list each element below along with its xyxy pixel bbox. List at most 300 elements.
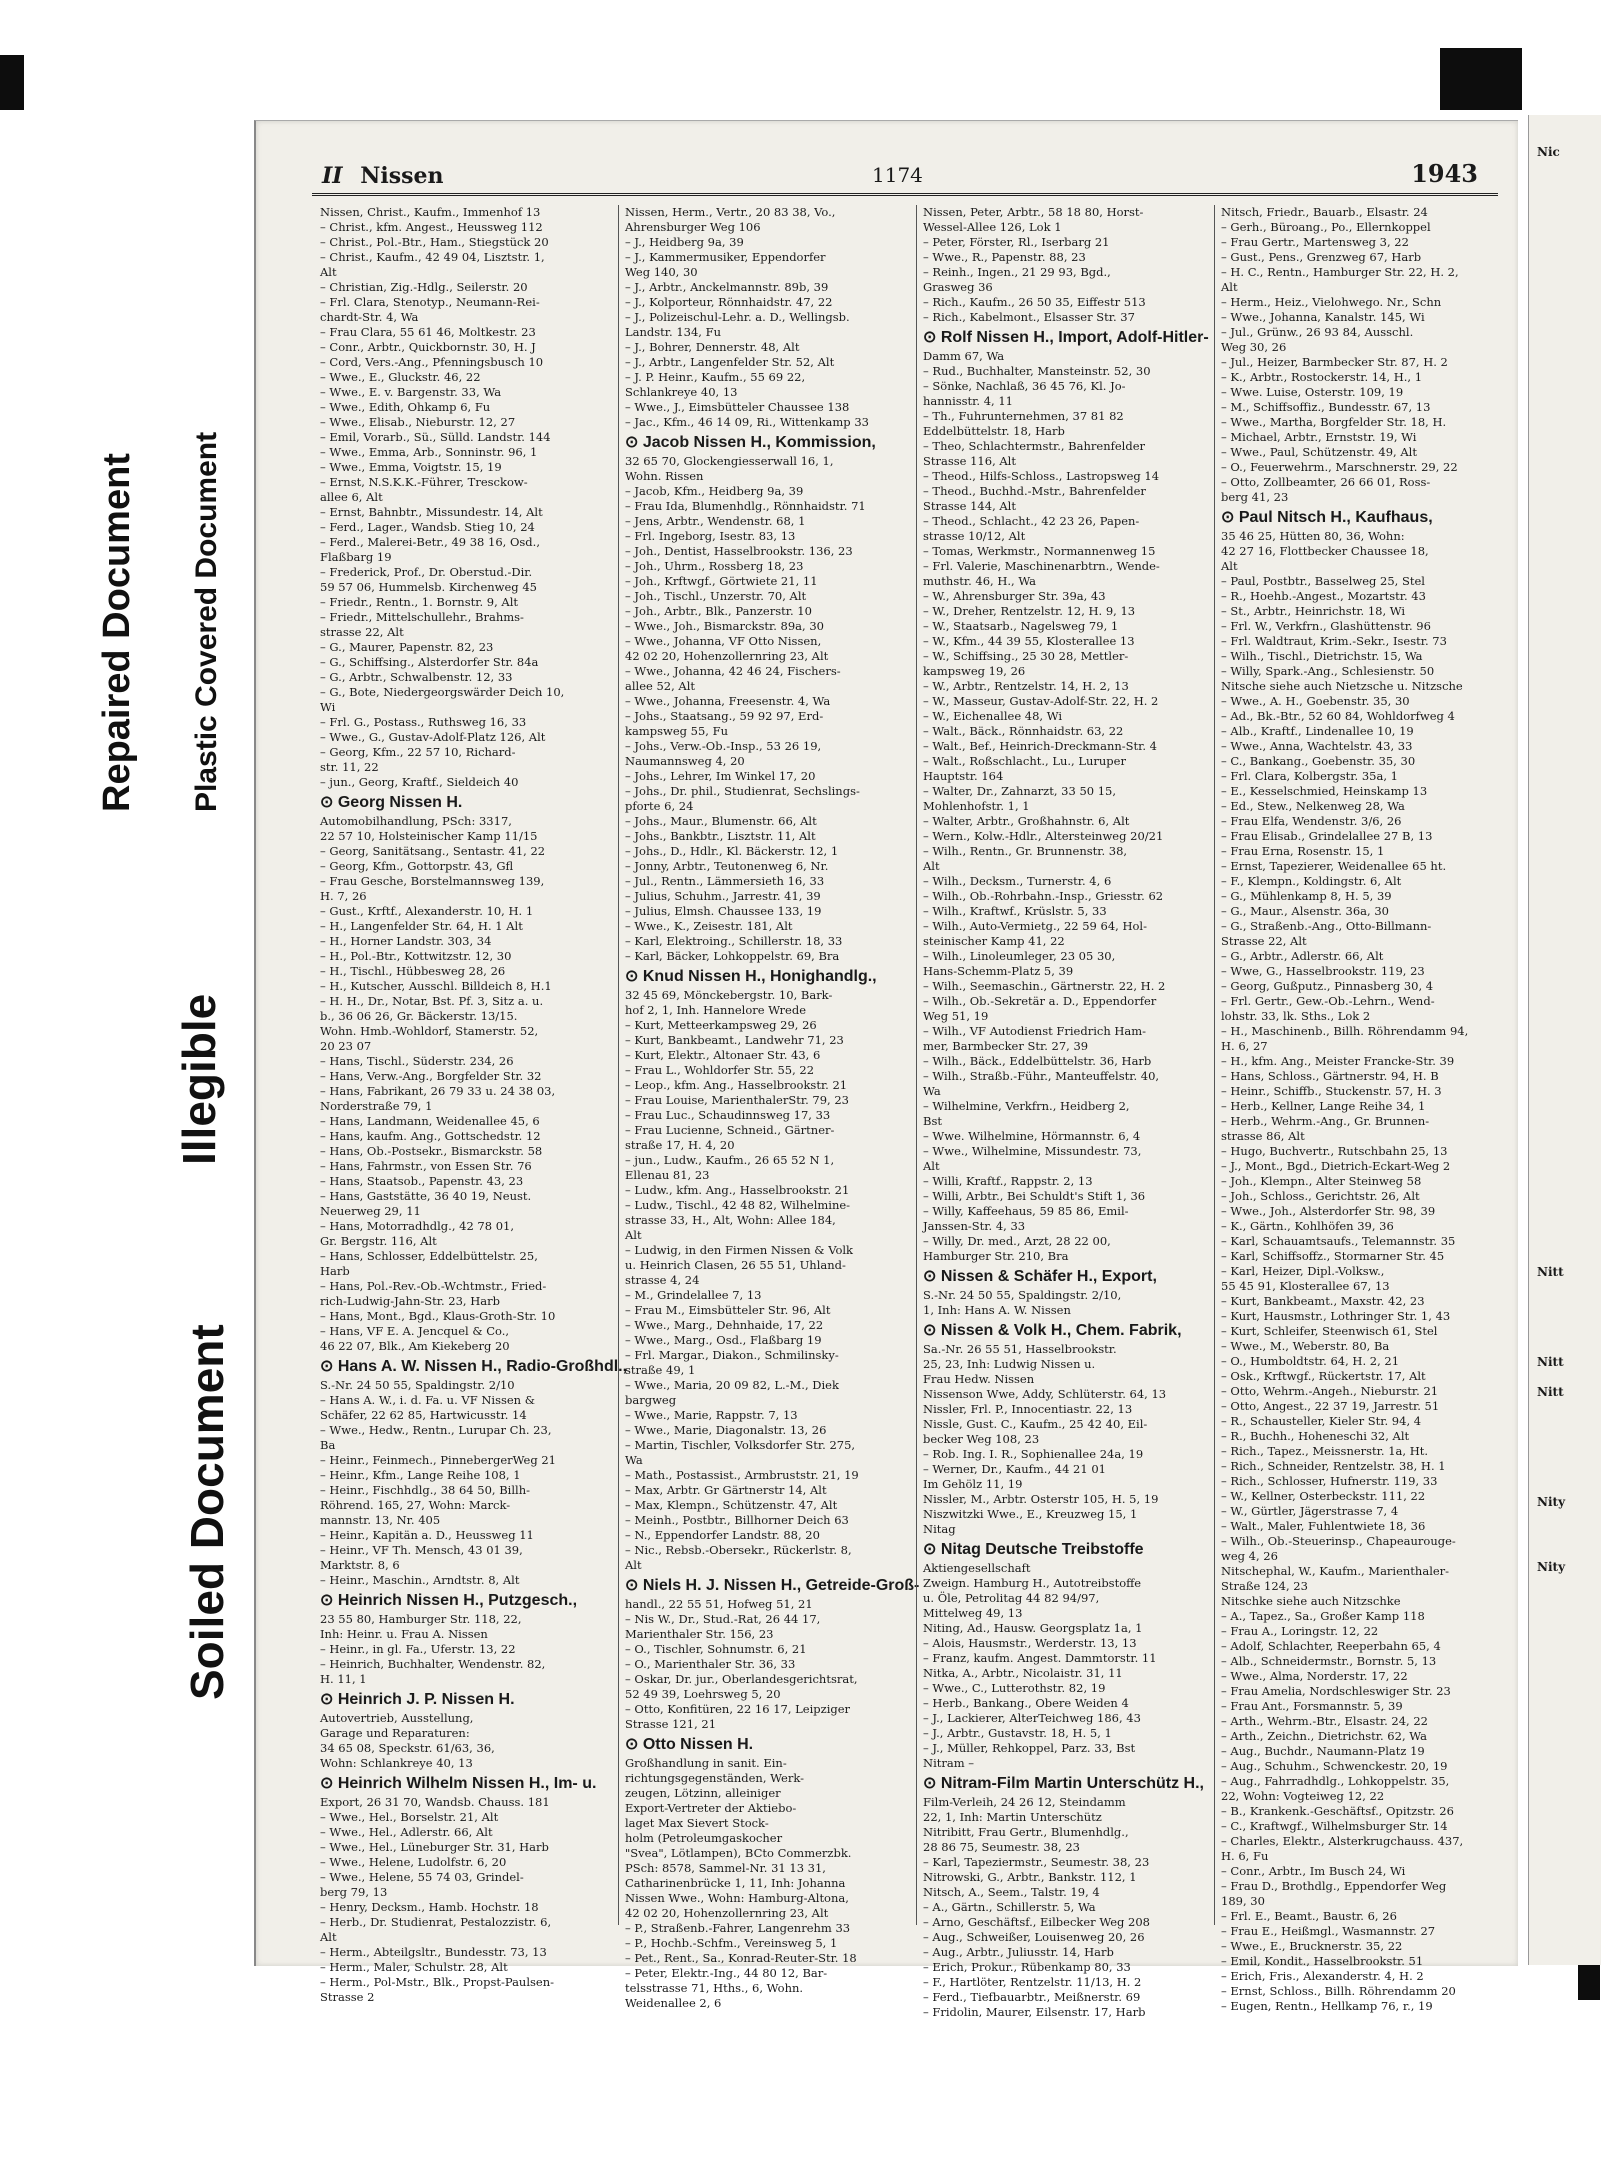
directory-entry: – Wwe. Wilhelmine, Hörmannstr. 6, 4 <box>923 1129 1141 1143</box>
directory-entry: – Hans, Ob.-Postsekr., Bismarckstr. 58 <box>320 1144 543 1158</box>
directory-entry: – Willy, Kaffeehaus, 59 85 86, Emil- <box>923 1204 1129 1218</box>
directory-entry: Nitram – <box>923 1756 975 1770</box>
directory-entry: – Ernst, Tapezierer, Weidenallee 65 ht. <box>1221 859 1447 873</box>
directory-entry: Gr. Bergstr. 116, Alt <box>320 1234 437 1248</box>
directory-entry: Garage und Reparaturen: <box>320 1726 470 1740</box>
directory-entry: – jun., Ludw., Kaufm., 26 65 52 N 1, <box>625 1153 835 1167</box>
corner-mark-bottom-right <box>1578 1960 1600 2000</box>
directory-entry: – Wwe., Johanna, 42 46 24, Fischers- <box>625 664 841 678</box>
directory-entry: – H. C., Rentn., Hamburger Str. 22, H. 2, <box>1221 265 1459 279</box>
directory-entry: – Wwe., E. v. Bargenstr. 33, Wa <box>320 385 502 399</box>
directory-entry: ⊙ Heinrich Wilhelm Nissen H., Im- u. <box>320 1775 597 1792</box>
directory-entry: bargweg <box>625 1393 677 1407</box>
directory-entry: – Arth., Zeichn., Dietrichstr. 62, Wa <box>1221 1729 1427 1743</box>
directory-columns <box>320 205 1500 2019</box>
directory-entry: muthstr. 46, H., Wa <box>923 574 1037 588</box>
directory-entry: straße 49, 1 <box>625 1363 696 1377</box>
directory-entry: Sa.-Nr. 26 55 51, Hasselbrookstr. <box>923 1342 1117 1356</box>
directory-entry: Neuerweg 29, 11 <box>320 1204 421 1218</box>
directory-entry: – Wwe. Luise, Osterstr. 109, 19 <box>1221 385 1404 399</box>
directory-entry: ⊙ Nitram-Film Martin Unterschütz H., <box>923 1775 1204 1792</box>
directory-entry: – Max, Klempn., Schützenstr. 47, Alt <box>625 1498 838 1512</box>
directory-entry: Nissen, Peter, Arbtr., 58 18 80, Horst- <box>923 205 1144 219</box>
directory-entry: – Erich, Fris., Alexanderstr. 4, H. 2 <box>1221 1969 1424 1983</box>
directory-entry: Frau Hedw. Nissen <box>923 1372 1035 1386</box>
directory-entry: – St., Arbtr., Heinrichstr. 18, Wi <box>1221 604 1406 618</box>
directory-entry: Wohn: Schlankreye 40, 13 <box>320 1756 473 1770</box>
directory-entry: handl., 22 55 51, Hofweg 51, 21 <box>625 1597 813 1611</box>
directory-entry: – Johs., Dr. phil., Studienrat, Sechslings- <box>625 784 860 798</box>
directory-entry: – G., Arbtr., Adlerstr. 66, Alt <box>1221 949 1384 963</box>
next-page-entry: Nity <box>1537 1495 1566 1509</box>
directory-entry: – Peter, Förster, Rl., Iserbarg 21 <box>923 235 1110 249</box>
directory-entry: – Th., Fuhrunternehmen, 37 81 82 <box>923 409 1124 423</box>
directory-entry: – J., Kammermusiker, Eppendorfer <box>625 250 826 264</box>
directory-entry: – Frl. Clara, Stenotyp., Neumann-Rei- <box>320 295 540 309</box>
directory-entry: – Heinr., Kfm., Lange Reihe 108, 1 <box>320 1468 521 1482</box>
directory-entry: – Hans, Motorradhdlg., 42 78 01, <box>320 1219 515 1233</box>
directory-entry: – H., Langenfelder Str. 64, H. 1 Alt <box>320 919 523 933</box>
directory-entry: ⊙ Knud Nissen H., Honighandlg., <box>625 968 877 985</box>
directory-entry: – Wwe., Alma, Norderstr. 17, 22 <box>1221 1669 1408 1683</box>
directory-entry: – Christ., Pol.-Btr., Ham., Stiegstück 20 <box>320 235 549 249</box>
directory-entry: 189, 30 <box>1221 1894 1265 1908</box>
directory-entry: Marienthaler Str. 156, 23 <box>625 1627 774 1641</box>
directory-entry: – Frl. Clara, Kolbergstr. 35a, 1 <box>1221 769 1398 783</box>
directory-entry: Catharinenbrücke 1, 11, Inh: Johanna <box>625 1876 846 1890</box>
directory-entry: 23 55 80, Hamburger Str. 118, 22, <box>320 1612 522 1626</box>
directory-entry: – Kurt, Schleifer, Steenwisch 61, Stel <box>1221 1324 1438 1338</box>
directory-entry: – Johs., Staatsang., 59 92 97, Erd- <box>625 709 824 723</box>
directory-entry: – Hans, VF E. A. Jencquel & Co., <box>320 1324 510 1338</box>
directory-entry: Weg 51, 19 <box>923 1009 989 1023</box>
directory-entry: strasse 22, Alt <box>320 625 404 639</box>
directory-entry: – J., Mont., Bgd., Dietrich-Eckart-Weg 2 <box>1221 1159 1451 1173</box>
directory-entry: – O., Marienthaler Str. 36, 33 <box>625 1657 796 1671</box>
directory-entry: – Erich, Prokur., Rübenkamp 80, 33 <box>923 1960 1131 1974</box>
directory-entry: – Oskar, Dr. jur., Oberlandesgerichtsrat, <box>625 1672 858 1686</box>
directory-entry: laget Max Sievert Stock- <box>625 1816 769 1830</box>
directory-entry: Wa <box>625 1453 643 1467</box>
directory-entry: – Wilh., Bäck., Eddelbüttelstr. 36, Harb <box>923 1054 1152 1068</box>
directory-entry: – Theod., Schlacht., 42 23 26, Papen- <box>923 514 1140 528</box>
directory-entry: Wessel-Allee 126, Lok 1 <box>923 220 1062 234</box>
directory-entry: – Hans, Tischl., Süderstr. 234, 26 <box>320 1054 514 1068</box>
directory-entry: – Werner, Dr., Kaufm., 44 21 01 <box>923 1462 1106 1476</box>
directory-entry: ⊙ Heinrich J. P. Nissen H. <box>320 1691 515 1708</box>
directory-entry: hannisstr. 4, 11 <box>923 394 1013 408</box>
directory-entry: holm (Petroleumgaskocher <box>625 1831 783 1845</box>
directory-entry: – Karl, Bäcker, Lohkoppelstr. 69, Bra <box>625 949 840 963</box>
directory-entry: – Cord, Vers.-Ang., Pfenningsbusch 10 <box>320 355 544 369</box>
directory-entry: – Eugen, Rentn., Hellkamp 76, r., 19 <box>1221 1999 1433 2013</box>
directory-entry: – Gust., Pens., Grenzweg 67, Harb <box>1221 250 1422 264</box>
directory-entry: – J., Polizeischul-Lehr. a. D., Wellingsb. <box>625 310 850 324</box>
directory-entry: – Frau Louise, MarienthalerStr. 79, 23 <box>625 1093 849 1107</box>
directory-entry: Export, 26 31 70, Wandsb. Chauss. 181 <box>320 1795 550 1809</box>
directory-entry: Hans-Schemm-Platz 5, 39 <box>923 964 1074 978</box>
directory-entry: – Hans, Fabrikant, 26 79 33 u. 24 38 03, <box>320 1084 556 1098</box>
corner-mark-top-left <box>0 55 24 110</box>
directory-entry: – Willi, Kraftf., Rappstr. 2, 13 <box>923 1174 1093 1188</box>
directory-entry: Wohn. Hmb.-Wohldorf, Stamerstr. 52, <box>320 1024 539 1038</box>
directory-entry: – W., Eichenallee 48, Wi <box>923 709 1063 723</box>
directory-entry: – Johs., Bankbtr., Lisztstr. 11, Alt <box>625 829 816 843</box>
directory-entry: Nitrowski, G., Arbtr., Bankstr. 112, 1 <box>923 1870 1137 1884</box>
directory-entry: – Frl. Margar., Diakon., Schmilinsky- <box>625 1348 839 1362</box>
directory-entry: Nitschke siehe auch Nitzschke <box>1221 1594 1401 1608</box>
directory-entry: – Wwe, G., Hasselbrookstr. 119, 23 <box>1221 964 1425 978</box>
directory-entry: – Wilh., Rentn., Gr. Brunnenstr. 38, <box>923 844 1128 858</box>
directory-entry: Mittelweg 49, 13 <box>923 1606 1023 1620</box>
directory-entry: – Theo, Schlachtermstr., Bahrenfelder <box>923 439 1146 453</box>
directory-entry: Nitribitt, Frau Gertr., Blumenhdlg., <box>923 1825 1129 1839</box>
directory-entry: 59 57 06, Hummelsb. Kirchenweg 45 <box>320 580 537 594</box>
directory-entry: – H., Tischl., Hübbesweg 28, 26 <box>320 964 506 978</box>
directory-entry: Wohn. Rissen <box>625 469 704 483</box>
directory-entry: – W., Staatsarb., Nagelsweg 79, 1 <box>923 619 1119 633</box>
directory-entry: 46 22 07, Blk., Am Kiekeberg 20 <box>320 1339 510 1353</box>
directory-entry: b., 36 06 26, Gr. Bäckerstr. 13/15. <box>320 1009 518 1023</box>
directory-entry: – Frau Ant., Forsmannstr. 5, 39 <box>1221 1699 1403 1713</box>
directory-entry: – Wilh., Linoleumleger, 23 05 30, <box>923 949 1116 963</box>
directory-entry: – Wwe., C., Lutterothstr. 82, 19 <box>923 1681 1106 1695</box>
directory-entry: Weg 140, 30 <box>625 265 698 279</box>
directory-entry: – E., Kesselschmied, Heinskamp 13 <box>1221 784 1428 798</box>
directory-entry: – Henry, Decksm., Hamb. Hochstr. 18 <box>320 1900 539 1914</box>
directory-entry: – Herb., Dr. Studienrat, Pestalozzistr. 6, <box>320 1915 552 1929</box>
directory-entry: 1, Inh: Hans A. W. Nissen <box>923 1303 1071 1317</box>
directory-entry: – G., Straßenb.-Ang., Otto-Billmann- <box>1221 919 1432 933</box>
directory-entry: – Wwe., G., Gustav-Adolf-Platz 126, Alt <box>320 730 546 744</box>
directory-entry: – Georg, Sanitätsang., Sentastr. 41, 22 <box>320 844 546 858</box>
directory-entry: – Joh., Arbtr., Blk., Panzerstr. 10 <box>625 604 812 618</box>
directory-entry: lohstr. 33, lk. Sths., Lok 2 <box>1221 1009 1371 1023</box>
directory-entry: Janssen-Str. 4, 33 <box>923 1219 1026 1233</box>
directory-entry: becker Weg 108, 23 <box>923 1432 1040 1446</box>
directory-entry: – Aug., Arbtr., Juliusstr. 14, Harb <box>923 1945 1114 1959</box>
directory-entry: Weg 30, 26 <box>1221 340 1287 354</box>
directory-entry: – Wwe., Wilhelmine, Missundestr. 73, <box>923 1144 1142 1158</box>
directory-entry: berg 79, 13 <box>320 1885 388 1899</box>
directory-entry: Alt <box>320 1930 337 1944</box>
directory-entry: Niszwitzki Wwe., E., Kreuzweg 15, 1 <box>923 1507 1138 1521</box>
directory-entry: – K., Arbtr., Rostockerstr. 14, H., 1 <box>1221 370 1423 384</box>
directory-entry: allee 52, Alt <box>625 679 696 693</box>
directory-entry: mannstr. 13, Nr. 405 <box>320 1513 441 1527</box>
directory-entry: 32 65 70, Glockengiesserwall 16, 1, <box>625 454 834 468</box>
directory-entry: ⊙ Rolf Nissen H., Import, Adolf-Hitler- <box>923 329 1209 346</box>
directory-entry: – Emil, Vorarb., Sü., Sülld. Landstr. 144 <box>320 430 551 444</box>
directory-entry: Schlankreye 40, 13 <box>625 385 738 399</box>
directory-entry: – Wwe., E., Gluckstr. 46, 22 <box>320 370 481 384</box>
column-2 <box>618 205 920 2010</box>
directory-entry: 20 23 07 <box>320 1039 372 1053</box>
directory-entry: Wi <box>320 700 336 714</box>
directory-entry: – J., Arbtr., Gustavstr. 18, H. 5, 1 <box>923 1726 1112 1740</box>
directory-entry: – Karl, Tapeziermstr., Seumestr. 38, 23 <box>923 1855 1150 1869</box>
directory-entry: – O., Feuerwehrm., Marschnerstr. 29, 22 <box>1221 460 1458 474</box>
directory-entry: – Frau L., Wohldorfer Str. 55, 22 <box>625 1063 815 1077</box>
directory-entry: – Aug., Buchdr., Naumann-Platz 19 <box>1221 1744 1425 1758</box>
directory-entry: Straße 124, 23 <box>1221 1579 1308 1593</box>
directory-entry: – Theod., Buchhd.-Mstr., Bahrenfelder <box>923 484 1146 498</box>
directory-entry: – Meinh., Postbtr., Billhorner Deich 63 <box>625 1513 849 1527</box>
directory-entry: ⊙ Nissen & Schäfer H., Export, <box>923 1268 1157 1285</box>
directory-year: 1943 <box>1411 159 1478 188</box>
directory-entry: Hauptstr. 164 <box>923 769 1004 783</box>
page-header <box>312 159 1498 196</box>
directory-entry: – Heinr., Feinmech., PinnebergerWeg 21 <box>320 1453 556 1467</box>
directory-entry: – Georg, Kfm., 22 57 10, Richard- <box>320 745 516 759</box>
directory-entry: – Georg, Kfm., Gottorpstr. 43, Gfl <box>320 859 514 873</box>
directory-entry: ⊙ Niels H. J. Nissen H., Getreide-Groß- <box>625 1577 920 1594</box>
directory-entry: – Ernst, Bahnbtr., Missundestr. 14, Alt <box>320 505 543 519</box>
directory-entry: – Wilhelmine, Verkfrn., Heidberg 2, <box>923 1099 1130 1113</box>
directory-entry: – W., Masseur, Gustav-Adolf-Str. 22, H. 2 <box>923 694 1159 708</box>
directory-entry: – Frau Erna, Rosenstr. 15, 1 <box>1221 844 1385 858</box>
directory-entry: Nitsch, Friedr., Bauarb., Elsastr. 24 <box>1221 205 1428 219</box>
directory-entry: – Hans A. W., i. d. Fa. u. VF Nissen & <box>320 1393 535 1407</box>
directory-entry: – Wilh., Ob.-Rohrbahn.-Insp., Griesstr. 62 <box>923 889 1164 903</box>
directory-entry: – Wwe., Marie, Diagonalstr. 13, 26 <box>625 1423 827 1437</box>
directory-entry: – H., Kutscher, Ausschl. Billdeich 8, H.1 <box>320 979 552 993</box>
directory-entry: – Walter, Dr., Zahnarzt, 33 50 15, <box>923 784 1117 798</box>
running-head <box>322 163 444 189</box>
directory-entry: – W., Ahrensburger Str. 39a, 43 <box>923 589 1106 603</box>
directory-entry: – Hans, Verw.-Ang., Borgfelder Str. 32 <box>320 1069 542 1083</box>
directory-entry: – Willy, Dr. med., Arzt, 28 22 00, <box>923 1234 1111 1248</box>
directory-entry: – G., Maur., Alsenstr. 36a, 30 <box>1221 904 1389 918</box>
directory-entry: Nissler, M., Arbtr. Osterstr 105, H. 5, 19 <box>923 1492 1159 1506</box>
directory-entry: – Conr., Arbtr., Quickbornstr. 30, H. J <box>320 340 536 354</box>
directory-entry: – Joh., Klempn., Alter Steinweg 58 <box>1221 1174 1422 1188</box>
directory-entry: – J., Kolporteur, Rönnhaidstr. 47, 22 <box>625 295 833 309</box>
directory-entry: – Ernst, N.S.K.K.-Führer, Tresckow- <box>320 475 528 489</box>
directory-entry: – Nis W., Dr., Stud.-Rat, 26 44 17, <box>625 1612 821 1626</box>
directory-entry: – Rob. Ing. I. R., Sophienallee 24a, 19 <box>923 1447 1144 1461</box>
directory-entry: – Frl. Ingeborg, Isestr. 83, 13 <box>625 529 796 543</box>
directory-entry: Strasse 2 <box>320 1990 375 2004</box>
directory-entry: – W., Kfm., 44 39 55, Klosterallee 13 <box>923 634 1135 648</box>
directory-entry: – Heinr., Kapitän a. D., Heussweg 11 <box>320 1528 534 1542</box>
directory-entry: – Wilh., Kraftwf., Krüslstr. 5, 33 <box>923 904 1107 918</box>
directory-entry: – Kurt, Bankbeamt., Landwehr 71, 23 <box>625 1033 844 1047</box>
directory-entry: – F., Hartlöter, Rentzelstr. 11/13, H. 2 <box>923 1975 1142 1989</box>
directory-entry: – Walter, Arbtr., Großhahnstr. 6, Alt <box>923 814 1130 828</box>
directory-entry: – Max, Arbtr. Gr Gärtnerstr 14, Alt <box>625 1483 827 1497</box>
directory-entry: Grasweg 36 <box>923 280 993 294</box>
directory-entry: – Jac., Kfm., 46 14 09, Ri., Wittenkamp 33 <box>625 415 869 429</box>
directory-entry: Alt <box>320 265 337 279</box>
directory-entry: Strasse 121, 21 <box>625 1717 717 1731</box>
directory-entry: kampsweg 55, Fu <box>625 724 728 738</box>
directory-entry: – M., Grindelallee 7, 13 <box>625 1288 762 1302</box>
directory-entry: – H., Pol.-Btr., Kottwitzstr. 12, 30 <box>320 949 512 963</box>
directory-entry: 22, 1, Inh: Martin Unterschütz <box>923 1810 1102 1824</box>
directory-entry: – Heinr., Schiffb., Stuckenstr. 57, H. 3 <box>1221 1084 1442 1098</box>
directory-entry: – Walt., Maler, Fuhlentwiete 18, 36 <box>1221 1519 1426 1533</box>
directory-entry: Nitsche siehe auch Nietzsche u. Nitzsche <box>1221 679 1463 693</box>
directory-entry: – J., Arbtr., Anckelmannstr. 89b, 39 <box>625 280 829 294</box>
directory-entry: – Frl. W., Verkfrn., Glashüttenstr. 96 <box>1221 619 1431 633</box>
directory-entry: – F., Klempn., Koldingstr. 6, Alt <box>1221 874 1402 888</box>
stamp-plastic-covered-document: Plastic Covered Document <box>190 431 223 812</box>
directory-entry: – Hans, Gaststätte, 36 40 19, Neust. <box>320 1189 532 1203</box>
directory-entry: – P., Straßenb.-Fahrer, Langenrehm 33 <box>625 1921 851 1935</box>
directory-entry: – Joh., Uhrm., Rossberg 18, 23 <box>625 559 804 573</box>
directory-entry: Strasse 22, Alt <box>1221 934 1307 948</box>
directory-entry: – P., Hochb.-Schfm., Vereinsweg 5, 1 <box>625 1936 838 1950</box>
directory-entry: – Frl. Valerie, Maschinenarbtrn., Wende- <box>923 559 1160 573</box>
directory-entry: Damm 67, Wa <box>923 349 1005 363</box>
directory-entry: – Jul., Grünw., 26 93 84, Ausschl. <box>1221 325 1414 339</box>
directory-entry: – Michael, Arbtr., Ernststr. 19, Wi <box>1221 430 1417 444</box>
column-3 <box>916 205 1209 2019</box>
directory-entry: – Wwe., Joh., Alsterdorfer Str. 98, 39 <box>1221 1204 1436 1218</box>
directory-entry: 35 46 25, Hütten 80, 36, Wohn: <box>1221 529 1405 543</box>
directory-entry: – Friedr., Mittelschullehr., Brahms- <box>320 610 524 624</box>
directory-entry: Nissen, Herm., Vertr., 20 83 38, Vo., <box>625 205 836 219</box>
directory-entry: – Karl, Schauamtsaufs., Telemannstr. 35 <box>1221 1234 1456 1248</box>
directory-entry: Nitag <box>923 1522 956 1536</box>
directory-entry: – Nic., Rebsb.-Obersekr., Rückerlstr. 8, <box>625 1543 852 1557</box>
directory-entry: – Wilh., Seemaschin., Gärtnerstr. 22, H. 2 <box>923 979 1166 993</box>
directory-entry: 52 49 39, Loehrsweg 5, 20 <box>625 1687 781 1701</box>
directory-entry: – R., Schausteller, Kieler Str. 94, 4 <box>1221 1414 1422 1428</box>
directory-entry: ⊙ Georg Nissen H. <box>320 794 463 811</box>
directory-entry: Film-Verleih, 24 26 12, Steindamm <box>923 1795 1126 1809</box>
directory-entry: – Frederick, Prof., Dr. Oberstud.-Dir. <box>320 565 533 579</box>
directory-entry: – Martin, Tischler, Volksdorfer Str. 275, <box>625 1438 856 1452</box>
next-page-entry: Nity <box>1537 1560 1566 1574</box>
directory-entry: – Wwe., Elisab., Nieburstr. 12, 27 <box>320 415 516 429</box>
directory-entry: ⊙ Otto Nissen H. <box>625 1736 754 1753</box>
directory-entry: – C., Kraftwgf., Wilhelmsburger Str. 14 <box>1221 1819 1448 1833</box>
directory-entry: – W., Gürtler, Jägerstrasse 7, 4 <box>1221 1504 1399 1518</box>
directory-entry: – Ludwig, in den Firmen Nissen & Volk <box>625 1243 854 1257</box>
directory-entry: – Wwe., E., Brucknerstr. 35, 22 <box>1221 1939 1403 1953</box>
directory-entry: Norderstraße 79, 1 <box>320 1099 433 1113</box>
directory-entry: – G., Schiffsing., Alsterdorfer Str. 84a <box>320 655 539 669</box>
directory-entry: – W., Schiffsing., 25 30 28, Mettler- <box>923 649 1129 663</box>
directory-entry: ⊙ Nissen & Volk H., Chem. Fabrik, <box>923 1322 1182 1339</box>
directory-entry: – Frau Clara, 55 61 46, Moltkestr. 23 <box>320 325 536 339</box>
directory-entry: Mohlenhofstr. 1, 1 <box>923 799 1030 813</box>
directory-entry: Alt <box>625 1228 642 1242</box>
directory-entry: – Rich., Kabelmont., Elsasser Str. 37 <box>923 310 1135 324</box>
directory-entry: Im Gehölz 11, 19 <box>923 1477 1023 1491</box>
directory-entry: – Hans, Pol.-Rev.-Ob.-Wchtmstr., Fried- <box>320 1279 547 1293</box>
directory-entry: – Otto, Zollbeamter, 26 66 01, Ross- <box>1221 475 1431 489</box>
column-1 <box>320 205 628 2004</box>
directory-entry: Niting, Ad., Hausw. Georgsplatz 1a, 1 <box>923 1621 1143 1635</box>
directory-entry: – R., Buchh., Hoheneschi 32, Alt <box>1221 1429 1410 1443</box>
directory-entry: – Joh., Dentist, Hasselbrookstr. 136, 23 <box>625 544 853 558</box>
directory-entry: str. 11, 22 <box>320 760 379 774</box>
next-page-fragment <box>1528 115 1601 1965</box>
directory-entry: – Hans, Schlosser, Eddelbüttelstr. 25, <box>320 1249 538 1263</box>
directory-entry: – J., Müller, Rehkoppel, Parz. 33, Bst <box>923 1741 1136 1755</box>
directory-entry: richtungsgegenständen, Werk- <box>625 1771 804 1785</box>
directory-entry: – Ferd., Lager., Wandsb. Stieg 10, 24 <box>320 520 535 534</box>
directory-entry: – Ferd., Tiefbauarbtr., Meißnerstr. 69 <box>923 1990 1141 2004</box>
directory-entry: – Hans, kaufm. Ang., Gottschedstr. 12 <box>320 1129 541 1143</box>
corner-mark-top-right <box>1440 48 1522 110</box>
directory-entry: – Wwe., Maria, 20 09 82, L.-M., Diek <box>625 1378 839 1392</box>
directory-entry: "Svea", Lötlampen), BCto Commerzbk. <box>625 1846 852 1860</box>
directory-entry: – H., Maschinenb., Billh. Röhrendamm 94, <box>1221 1024 1469 1038</box>
directory-entry: H. 7, 26 <box>320 889 367 903</box>
directory-entry: – Rich., Tapez., Meissnerstr. 1a, Ht. <box>1221 1444 1429 1458</box>
directory-entry: – Walt., Roßschlacht., Lu., Luruper <box>923 754 1126 768</box>
directory-entry: – Otto, Angest., 22 37 19, Jarrestr. 51 <box>1221 1399 1440 1413</box>
directory-entry: – Ernst, Schloss., Billh. Röhrendamm 20 <box>1221 1984 1456 1998</box>
page-number: 1174 <box>872 163 923 187</box>
directory-entry: Nitka, A., Arbtr., Nicolaistr. 31, 11 <box>923 1666 1123 1680</box>
directory-entry: – Wwe., Paul, Schützenstr. 49, Alt <box>1221 445 1417 459</box>
directory-entry: – Frau Elisab., Grindelallee 27 B, 13 <box>1221 829 1433 843</box>
directory-entry: straße 17, H. 4, 20 <box>625 1138 735 1152</box>
directory-entry: Alt <box>923 1159 940 1173</box>
directory-entry: – Willy, Spark.-Ang., Schlesienstr. 50 <box>1221 664 1435 678</box>
directory-entry: – Kurt, Metteerkampsweg 29, 26 <box>625 1018 817 1032</box>
directory-entry: – Jacob, Kfm., Heidberg 9a, 39 <box>625 484 804 498</box>
directory-entry: – Tomas, Werkmstr., Normannenweg 15 <box>923 544 1156 558</box>
directory-entry: Alt <box>1221 559 1238 573</box>
directory-entry: – Frau M., Eimsbütteler Str. 96, Alt <box>625 1303 831 1317</box>
directory-entry: – Hans, Mont., Bgd., Klaus-Groth-Str. 10 <box>320 1309 556 1323</box>
directory-entry: – W., Arbtr., Rentzelstr. 14, H. 2, 13 <box>923 679 1129 693</box>
directory-entry: – Wwe., Emma, Arb., Sonninstr. 96, 1 <box>320 445 538 459</box>
directory-entry: strasse 86, Alt <box>1221 1129 1305 1143</box>
directory-entry: – M., Schiffsoffiz., Bundesstr. 67, 13 <box>1221 400 1431 414</box>
directory-entry: – R., Hoehb.-Angest., Mozartstr. 43 <box>1221 589 1426 603</box>
directory-entry: – Christ., Kaufm., 42 49 04, Lisztstr. 1, <box>320 250 545 264</box>
directory-entry: allee 6, Alt <box>320 490 383 504</box>
directory-entry: – Otto, Wehrm.-Angeh., Nieburstr. 21 <box>1221 1384 1439 1398</box>
directory-entry: – Herb., Bankang., Obere Weiden 4 <box>923 1696 1129 1710</box>
directory-entry: – Wilh., Decksm., Turnerstr. 4, 6 <box>923 874 1112 888</box>
directory-entry: – Karl, Elektroing., Schillerstr. 18, 33 <box>625 934 843 948</box>
directory-entry: – Frau Luc., Schaudinnsweg 17, 33 <box>625 1108 831 1122</box>
directory-entry: – Wwe., Hel., Borselstr. 21, Alt <box>320 1810 499 1824</box>
directory-entry: – O., Humboldtstr. 64, H. 2, 21 <box>1221 1354 1400 1368</box>
directory-entry: – Heinr., in gl. Fa., Uferstr. 13, 22 <box>320 1642 516 1656</box>
directory-entry: – Math., Postassist., Armbruststr. 21, 19 <box>625 1468 859 1482</box>
column-4 <box>1214 205 1503 2013</box>
directory-entry: – Leop., kfm. Ang., Hasselbrookstr. 21 <box>625 1078 848 1092</box>
directory-entry: Eddelbüttelstr. 18, Harb <box>923 424 1065 438</box>
directory-entry: 42 27 16, Flottbecker Chaussee 18, <box>1221 544 1429 558</box>
directory-entry: – Rich., Kaufm., 26 50 35, Eiffestr 513 <box>923 295 1146 309</box>
directory-entry: – J., Lackierer, AlterTeichweg 186, 43 <box>923 1711 1141 1725</box>
directory-entry: Naumannsweg 4, 20 <box>625 754 745 768</box>
directory-entry: – Herb., Wehrm.-Ang., Gr. Brunnen- <box>1221 1114 1430 1128</box>
directory-entry: – Jonny, Arbtr., Teutonenweg 6, Nr. <box>625 859 829 873</box>
directory-entry: – Wwe., Marg., Osd., Flaßbarg 19 <box>625 1333 822 1347</box>
directory-entry: – Wwe., J., Eimsbütteler Chaussee 138 <box>625 400 850 414</box>
directory-entry: – H. H., Dr., Notar, Bst. Pf. 3, Sitz a. u. <box>320 994 544 1008</box>
directory-entry: – Johs., Lehrer, Im Winkel 17, 20 <box>625 769 816 783</box>
directory-entry: hof 2, 1, Inh. Hannelore Wrede <box>625 1003 807 1017</box>
directory-entry: H. 6, 27 <box>1221 1039 1268 1053</box>
directory-entry: – Ludw., kfm. Ang., Hasselbrookstr. 21 <box>625 1183 850 1197</box>
directory-entry: – Kurt, Hausmstr., Lothringer Str. 1, 43 <box>1221 1309 1451 1323</box>
directory-entry: – C., Bankang., Goebenstr. 35, 30 <box>1221 754 1416 768</box>
directory-entry: PSch: 8578, Sammel-Nr. 31 13 31, <box>625 1861 826 1875</box>
directory-entry: rich-Ludwig-Jahn-Str. 23, Harb <box>320 1294 500 1308</box>
